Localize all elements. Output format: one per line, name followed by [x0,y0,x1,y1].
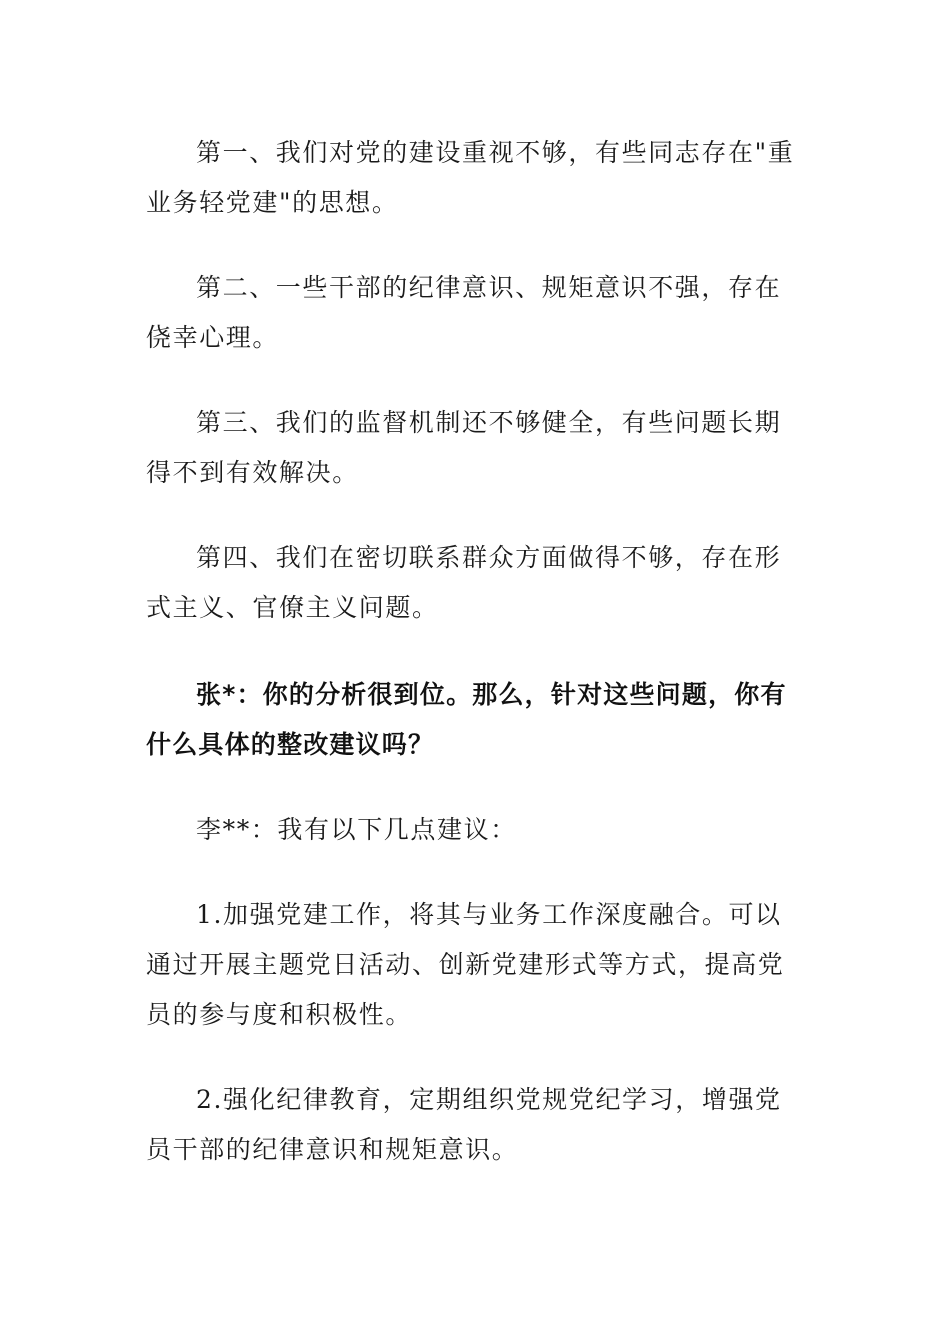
paragraph-problem-4: 第四、我们在密切联系群众方面做得不够，存在形式主义、官僚主义问题。 [146,543,782,622]
paragraph-question-zhang: 张*：你的分析很到位。那么，针对这些问题，你有什么具体的整改建议吗？ [146,680,787,759]
paragraph-answer-li: 李**：我有以下几点建议： [196,815,517,844]
paragraph-suggestion-1: 1.加强党建工作，将其与业务工作深度融合。可以通过开展主题党日活动、创新党建形式等方式，提高党员的参与度和积极性。 [146,900,785,1029]
paragraph-problem-1: 第一、我们对党的建设重视不够，有些同志存在"重业务轻党建"的思想。 [146,138,795,217]
paragraph-suggestion-2: 2.强化纪律教育，定期组织党规党纪学习，增强党员干部的纪律意识和规矩意识。 [146,1085,782,1164]
paragraph-problem-3: 第三、我们的监督机制还不够健全，有些问题长期得不到有效解决。 [146,408,782,487]
paragraph-problem-2: 第二、一些干部的纪律意识、规矩意识不强，存在侥幸心理。 [146,273,782,352]
